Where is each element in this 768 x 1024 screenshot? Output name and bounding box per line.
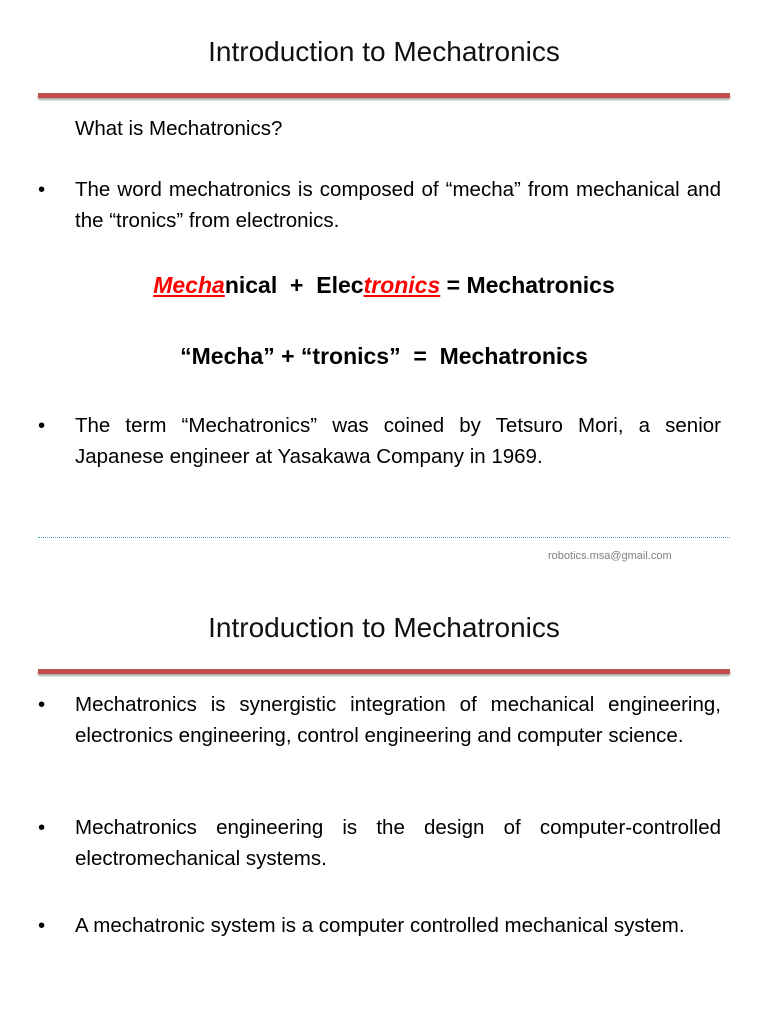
slide2-bullet-1	[38, 689, 721, 751]
bullet-icon: •	[38, 914, 46, 937]
bullet-icon: •	[38, 816, 46, 839]
slide2-bullet-3	[38, 910, 721, 941]
slide1-title-rule	[38, 93, 730, 98]
slide1-bullet-1	[38, 174, 721, 236]
formula-result: = Mechatronics	[446, 272, 615, 298]
bullet-text: Mechatronics is synergistic integration of mechanical engineering, electronics engineering, control engineering and computer science.	[75, 693, 721, 747]
bullet-icon: •	[38, 414, 46, 437]
slide-divider	[38, 537, 730, 538]
formula-mecha-highlight: Mecha	[153, 272, 225, 298]
bullet-icon: •	[38, 693, 46, 716]
slide1-bullet-2	[38, 410, 721, 472]
slide1-question: What is Mechatronics?	[75, 117, 283, 140]
bullet-text: The term “Mechatronics” was coined by Tetsuro Mori, a senior Japanese engineer at Yasakawa Company in 1969.	[75, 414, 721, 468]
slide2-bullet-2	[38, 812, 721, 874]
bullet-text: The word mechatronics is composed of “mecha” from mechanical and the “tronics” from electronics.	[75, 178, 721, 232]
slide1-title: Introduction to Mechatronics	[208, 36, 560, 67]
formula-plus: +	[290, 272, 304, 298]
formula-line-2: “Mecha” + “tronics” = Mechatronics	[180, 343, 588, 369]
formula-tronics-highlight: tronics	[363, 272, 441, 298]
formula-line-1	[0, 272, 768, 299]
formula-nical: nical	[224, 272, 278, 298]
footer-email: robotics.msa@gmail.com	[548, 550, 672, 562]
bullet-icon: •	[38, 178, 46, 201]
bullet-text: Mechatronics engineering is the design of computer-controlled electromechanical systems.	[75, 816, 721, 870]
bullet-text: A mechatronic system is a computer controlled mechanical system.	[75, 914, 685, 937]
formula-elec: Elec	[316, 272, 364, 298]
slide2-title-rule	[38, 669, 730, 674]
slide2-title: Introduction to Mechatronics	[208, 612, 560, 643]
